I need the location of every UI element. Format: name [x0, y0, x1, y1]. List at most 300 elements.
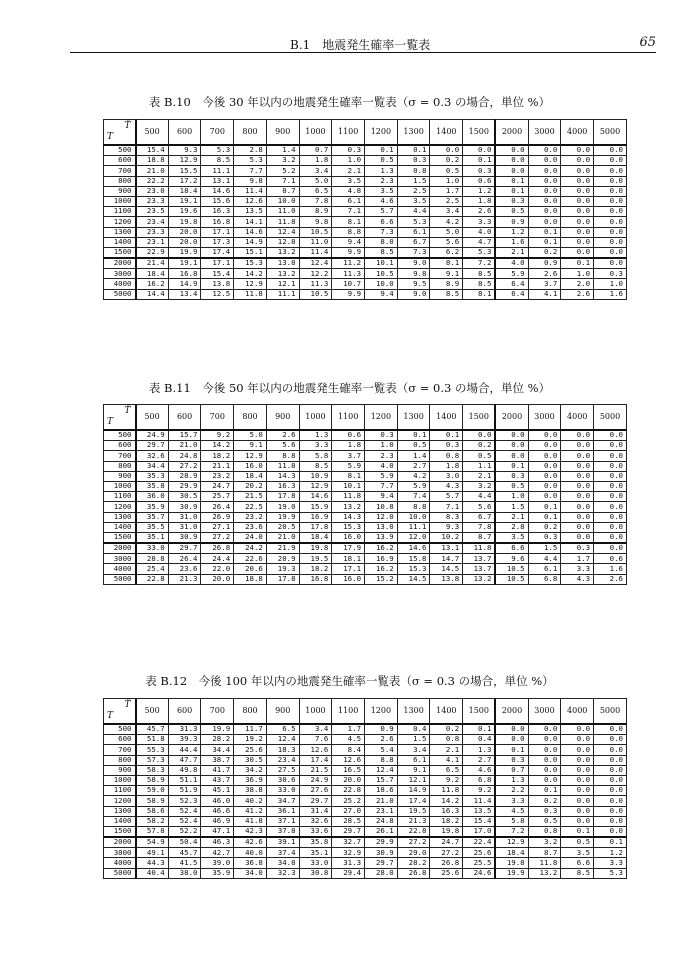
table-cell: 0.0 — [561, 735, 594, 745]
table-cell: 27.5 — [266, 765, 299, 775]
table-cell: 6.7 — [463, 512, 496, 522]
table-cell: 0.0 — [594, 786, 627, 796]
table-cell: 0.0 — [594, 806, 627, 816]
column-header: 1000 — [299, 699, 332, 725]
row-header: 1400 — [104, 237, 136, 247]
table-cell: 0.0 — [594, 735, 627, 745]
row-header: 3000 — [104, 848, 136, 858]
table-cell: 44.3 — [136, 858, 169, 868]
table-cell: 29.9 — [365, 837, 398, 848]
table-cell: 9.5 — [397, 279, 430, 289]
table-cell: 6.7 — [397, 237, 430, 247]
table-cell: 12.4 — [266, 735, 299, 745]
table-cell: 26.1 — [365, 826, 398, 837]
row-header: 600 — [104, 156, 136, 166]
table-cell: 5.4 — [365, 745, 398, 755]
table-cell: 20.6 — [234, 564, 267, 574]
row-header: 1300 — [104, 806, 136, 816]
table-cell: 1.8 — [463, 196, 496, 206]
table-cell: 16.8 — [168, 269, 201, 279]
table-cell: 0.0 — [528, 176, 561, 186]
table-cell: 27.2 — [201, 532, 234, 543]
table-cell: 15.6 — [201, 196, 234, 206]
table-cell: 34.8 — [266, 858, 299, 868]
column-header: 900 — [266, 699, 299, 725]
table-cell: 12.1 — [266, 279, 299, 289]
table-cell: 52.3 — [168, 796, 201, 806]
column-header: 1300 — [397, 120, 430, 146]
table-cell: 0.0 — [594, 796, 627, 806]
table-cell: 19.9 — [266, 512, 299, 522]
row-header: 1300 — [104, 512, 136, 522]
table-cell: 2.5 — [430, 196, 463, 206]
header-row — [104, 120, 627, 146]
table-cell: 5.3 — [234, 156, 267, 166]
table-cell: 8.5 — [365, 247, 398, 258]
table-cell: 0.4 — [463, 735, 496, 745]
column-header: 4000 — [561, 120, 594, 146]
table-cell: 4.1 — [528, 289, 561, 299]
table-cell: 5.3 — [201, 145, 234, 156]
table-cell: 14.2 — [201, 441, 234, 451]
table-cell: 11.8 — [266, 461, 299, 471]
table-row — [104, 826, 627, 837]
table-cell: 0.0 — [495, 430, 528, 441]
table-cell: 26.9 — [201, 512, 234, 522]
table-cell: 15.4 — [136, 145, 169, 156]
column-header: 1000 — [299, 405, 332, 431]
column-header: 1300 — [397, 699, 430, 725]
table-row — [104, 441, 627, 451]
table-cell: 9.4 — [365, 492, 398, 502]
table-cell: 11.0 — [299, 237, 332, 247]
table-caption: 表 B.12 今後 100 年以内の地震発生確率一覧表（σ = 0.3 の場合，単位 %） — [145, 674, 554, 688]
table-cell: 13.7 — [463, 564, 496, 574]
table-cell: 0.0 — [528, 755, 561, 765]
table-cell: 25.5 — [463, 858, 496, 868]
table-cell: 0.0 — [528, 186, 561, 196]
table-cell: 18.4 — [299, 532, 332, 543]
table-cell: 18.3 — [266, 745, 299, 755]
table-cell: 8.1 — [332, 217, 365, 227]
table-cell: 52.4 — [168, 816, 201, 826]
table-cell: 3.4 — [299, 166, 332, 176]
table-cell: 6.2 — [430, 247, 463, 258]
table-cell: 29.7 — [299, 796, 332, 806]
table-cell: 5.9 — [365, 471, 398, 481]
table-row — [104, 837, 627, 848]
table-cell: 0.3 — [495, 196, 528, 206]
table-cell: 35.1 — [136, 532, 169, 543]
table-cell: 38.7 — [201, 755, 234, 765]
table-cell: 14.6 — [201, 186, 234, 196]
table-cell: 6.6 — [365, 217, 398, 227]
row-header: 1500 — [104, 826, 136, 837]
table-cell: 0.3 — [495, 755, 528, 765]
table-cell: 1.2 — [463, 186, 496, 196]
table-cell: 34.2 — [234, 765, 267, 775]
table-cell: 0.0 — [561, 745, 594, 755]
table-cell: 6.8 — [463, 775, 496, 785]
table-cell: 15.2 — [365, 574, 398, 584]
table-cell: 8.1 — [430, 258, 463, 269]
table-cell: 0.0 — [561, 724, 594, 735]
table-cell: 18.8 — [136, 156, 169, 166]
table-cell: 0.0 — [561, 532, 594, 543]
table-cell: 0.0 — [528, 745, 561, 755]
table-row — [104, 745, 627, 755]
column-header: 1200 — [365, 699, 398, 725]
table-cell: 0.0 — [528, 217, 561, 227]
table-cell: 32.9 — [332, 848, 365, 858]
table-cell: 0.0 — [528, 166, 561, 176]
table-cell: 8.5 — [463, 279, 496, 289]
table-cell: 0.0 — [430, 145, 463, 156]
table-cell: 9.1 — [234, 441, 267, 451]
table-cell: 0.0 — [561, 430, 594, 441]
table-row — [104, 574, 627, 584]
table-cell: 17.3 — [201, 237, 234, 247]
table-cell: 19.3 — [266, 564, 299, 574]
row-header: 900 — [104, 471, 136, 481]
table-cell: 0.0 — [594, 512, 627, 522]
table-cell: 0.0 — [495, 166, 528, 176]
table-cell: 35.8 — [136, 481, 169, 491]
table-cell: 24.6 — [463, 868, 496, 878]
table-cell: 34.4 — [201, 745, 234, 755]
table-cell: 17.1 — [201, 227, 234, 237]
table-cell: 13.2 — [266, 269, 299, 279]
table-cell: 0.3 — [528, 806, 561, 816]
table-cell: 12.0 — [365, 512, 398, 522]
table-cell: 28.5 — [332, 816, 365, 826]
table-row — [104, 512, 627, 522]
table-cell: 18.4 — [495, 848, 528, 858]
table-cell: 14.9 — [168, 279, 201, 289]
table-cell: 0.0 — [561, 492, 594, 502]
table-cell: 19.9 — [495, 868, 528, 878]
table-cell: 8.5 — [201, 156, 234, 166]
table-cell: 1.1 — [463, 461, 496, 471]
table-cell: 8.3 — [430, 512, 463, 522]
table-cell: 54.9 — [136, 837, 169, 848]
table-cell: 0.0 — [561, 816, 594, 826]
table-cell: 1.6 — [495, 237, 528, 247]
table-cell: 3.4 — [397, 745, 430, 755]
table-cell: 0.0 — [561, 765, 594, 775]
table-cell: 29.7 — [365, 858, 398, 868]
table-cell: 6.6 — [561, 858, 594, 868]
table-cell: 9.8 — [299, 217, 332, 227]
table-cell: 11.0 — [266, 207, 299, 217]
table-row — [104, 207, 627, 217]
table-cell: 41.2 — [234, 806, 267, 816]
column-header: 600 — [168, 405, 201, 431]
table-cell: 39.1 — [266, 837, 299, 848]
table-cell: 0.0 — [528, 430, 561, 441]
table-cell: 0.5 — [495, 481, 528, 491]
table-cell: 17.1 — [332, 564, 365, 574]
table-cell: 5.2 — [266, 166, 299, 176]
table-cell: 0.0 — [594, 471, 627, 481]
column-header: 800 — [234, 699, 267, 725]
table-row — [104, 522, 627, 532]
table-cell: 35.3 — [136, 471, 169, 481]
row-header: 4000 — [104, 858, 136, 868]
table-cell: 0.0 — [561, 796, 594, 806]
column-header: 700 — [201, 405, 234, 431]
table-cell: 19.5 — [397, 806, 430, 816]
table-cell: 22.4 — [463, 837, 496, 848]
table-cell: 6.1 — [528, 564, 561, 574]
table-cell: 0.0 — [528, 461, 561, 471]
column-header: 1500 — [463, 405, 496, 431]
table-row — [104, 145, 627, 156]
table-cell: 15.3 — [397, 564, 430, 574]
table-cell: 43.7 — [201, 775, 234, 785]
table-cell: 9.0 — [397, 289, 430, 299]
table-cell: 23.2 — [201, 471, 234, 481]
table-cell: 3.7 — [332, 451, 365, 461]
table-cell: 1.5 — [397, 176, 430, 186]
row-header: 5000 — [104, 574, 136, 584]
table-cell: 17.4 — [201, 247, 234, 258]
table-row — [104, 806, 627, 816]
table-cell: 0.0 — [594, 247, 627, 258]
table-cell: 14.2 — [234, 269, 267, 279]
table-cell: 4.8 — [332, 186, 365, 196]
table-cell: 0.8 — [397, 166, 430, 176]
table-cell: 20.0 — [168, 227, 201, 237]
table-cell: 22.9 — [136, 247, 169, 258]
table-cell: 3.3 — [463, 217, 496, 227]
table-cell: 0.0 — [561, 156, 594, 166]
table-cell: 4.3 — [430, 481, 463, 491]
table-cell: 5.9 — [397, 481, 430, 491]
table-cell: 17.1 — [201, 258, 234, 269]
column-header: 1400 — [430, 405, 463, 431]
table-cell: 3.3 — [495, 796, 528, 806]
table-cell: 19.2 — [234, 735, 267, 745]
column-header: 1100 — [332, 699, 365, 725]
table-cell: 11.1 — [266, 289, 299, 299]
table-cell: 5.9 — [332, 461, 365, 471]
table-cell: 5.9 — [495, 269, 528, 279]
table-cell: 33.0 — [299, 858, 332, 868]
table-cell: 19.8 — [168, 217, 201, 227]
table-cell: 20.9 — [266, 554, 299, 564]
table-cell: 12.9 — [234, 451, 267, 461]
table-cell: 42.7 — [201, 848, 234, 858]
table-cell: 14.2 — [430, 796, 463, 806]
table-cell: 0.0 — [561, 207, 594, 217]
table-cell: 6.5 — [299, 186, 332, 196]
table-row — [104, 461, 627, 471]
table-cell: 2.1 — [495, 512, 528, 522]
table-cell: 0.0 — [594, 765, 627, 775]
table-cell: 5.6 — [463, 502, 496, 512]
table-row — [104, 765, 627, 775]
table-cell: 21.3 — [397, 816, 430, 826]
table-cell: 0.3 — [463, 166, 496, 176]
table-cell: 12.6 — [299, 745, 332, 755]
table-cell: 3.5 — [397, 196, 430, 206]
row-header: 700 — [104, 451, 136, 461]
table-cell: 17.8 — [299, 522, 332, 532]
table-cell: 15.5 — [168, 166, 201, 176]
table-cell: 0.1 — [463, 156, 496, 166]
table-row — [104, 451, 627, 461]
row-header: 700 — [104, 166, 136, 176]
table-cell: 9.0 — [397, 258, 430, 269]
table-cell: 4.2 — [397, 471, 430, 481]
table-cell: 0.5 — [561, 837, 594, 848]
column-header: 5000 — [594, 699, 627, 725]
column-header: 1200 — [365, 120, 398, 146]
table-cell: 11.8 — [234, 289, 267, 299]
table-cell: 0.0 — [594, 156, 627, 166]
table-cell: 34.7 — [266, 796, 299, 806]
table-cell: 0.0 — [463, 430, 496, 441]
column-header: 500 — [136, 699, 169, 725]
table-cell: 16.0 — [332, 574, 365, 584]
table-cell: 9.6 — [495, 554, 528, 564]
table-cell: 0.0 — [594, 258, 627, 269]
table-cell: 3.3 — [299, 441, 332, 451]
table-row — [104, 848, 627, 858]
column-header: 700 — [201, 120, 234, 146]
table-cell: 46.6 — [201, 806, 234, 816]
table-cell: 18.2 — [201, 451, 234, 461]
column-header: 1500 — [463, 120, 496, 146]
table-cell: 44.4 — [168, 745, 201, 755]
table-cell: 16.0 — [332, 532, 365, 543]
table-cell: 20.0 — [168, 237, 201, 247]
table-cell: 0.0 — [561, 237, 594, 247]
header-row — [104, 405, 627, 431]
table-row — [104, 166, 627, 176]
table-cell: 4.3 — [561, 574, 594, 584]
table-cell: 16.3 — [201, 207, 234, 217]
row-header: 900 — [104, 186, 136, 196]
table-cell: 1.7 — [430, 186, 463, 196]
table-cell: 28.8 — [136, 554, 169, 564]
table-cell: 19.5 — [299, 554, 332, 564]
table-cell: 26.8 — [430, 858, 463, 868]
table-cell: 21.5 — [234, 492, 267, 502]
table-cell: 6.1 — [397, 755, 430, 765]
table-cell: 21.0 — [365, 796, 398, 806]
table-cell: 5.0 — [234, 430, 267, 441]
table-cell: 26.8 — [201, 543, 234, 554]
table-cell: 20.5 — [266, 522, 299, 532]
table-cell: 0.1 — [430, 430, 463, 441]
table-cell: 18.4 — [234, 471, 267, 481]
table-cell: 50.4 — [168, 837, 201, 848]
table-cell: 2.3 — [365, 176, 398, 186]
table-cell: 0.0 — [561, 461, 594, 471]
table-cell: 1.4 — [397, 451, 430, 461]
table-cell: 29.0 — [397, 848, 430, 858]
table-cell: 0.0 — [594, 441, 627, 451]
table-cell: 0.1 — [528, 502, 561, 512]
table-cell: 46.0 — [201, 796, 234, 806]
table-cell: 0.0 — [561, 441, 594, 451]
table-cell: 20.2 — [234, 481, 267, 491]
table-cell: 47.7 — [168, 755, 201, 765]
table-cell: 1.6 — [594, 289, 627, 299]
table-cell: 19.6 — [168, 207, 201, 217]
table-cell: 13.4 — [168, 289, 201, 299]
table-cell: 0.0 — [561, 145, 594, 156]
table-cell: 23.4 — [136, 217, 169, 227]
table-cell: 1.3 — [495, 775, 528, 785]
table-cell: 21.9 — [266, 543, 299, 554]
table-cell: 0.0 — [561, 806, 594, 816]
table-cell: 0.1 — [594, 837, 627, 848]
table-cell: 9.4 — [332, 237, 365, 247]
table-cell: 7.2 — [495, 826, 528, 837]
table-cell: 30.9 — [168, 502, 201, 512]
table-cell: 23.6 — [234, 522, 267, 532]
table-cell: 1.2 — [594, 848, 627, 858]
table-cell: 10.5 — [299, 227, 332, 237]
table-cell: 12.6 — [234, 196, 267, 206]
table-cell: 35.1 — [299, 848, 332, 858]
table-cell: 0.0 — [561, 196, 594, 206]
table-cell: 33.0 — [136, 543, 169, 554]
table-cell: 3.7 — [528, 279, 561, 289]
table-cell: 28.2 — [397, 858, 430, 868]
table-cell: 0.0 — [561, 176, 594, 186]
table-cell: 15.3 — [234, 258, 267, 269]
table-cell: 0.0 — [561, 512, 594, 522]
table-cell: 11.4 — [463, 796, 496, 806]
table-cell: 29.4 — [332, 868, 365, 878]
table-cell: 8.8 — [332, 227, 365, 237]
table-cell: 57.3 — [136, 755, 169, 765]
table-cell: 7.1 — [332, 207, 365, 217]
table-cell: 0.3 — [528, 532, 561, 543]
table-cell: 5.7 — [430, 492, 463, 502]
table-cell: 42.3 — [234, 826, 267, 837]
row-header: 500 — [104, 724, 136, 735]
table-row — [104, 227, 627, 237]
table-cell: 0.3 — [430, 441, 463, 451]
table-cell: 24.7 — [430, 837, 463, 848]
row-header: 600 — [104, 735, 136, 745]
table-cell: 38.0 — [168, 868, 201, 878]
table-cell: 15.7 — [365, 775, 398, 785]
table-cell: 1.0 — [430, 176, 463, 186]
table-cell: 41.5 — [168, 858, 201, 868]
table-cell: 8.5 — [561, 868, 594, 878]
table-cell: 0.9 — [365, 724, 398, 735]
table-cell: 13.1 — [430, 543, 463, 554]
table-cell: 0.0 — [561, 166, 594, 176]
table-cell: 15.4 — [201, 269, 234, 279]
table-cell: 10.0 — [397, 512, 430, 522]
table-cell: 14.3 — [332, 512, 365, 522]
row-header: 1000 — [104, 481, 136, 491]
table-cell: 9.2 — [430, 775, 463, 785]
table-cell: 0.1 — [561, 826, 594, 837]
table-cell: 0.0 — [561, 786, 594, 796]
table-cell: 12.2 — [299, 269, 332, 279]
table-cell: 16.9 — [365, 554, 398, 564]
corner-cell — [104, 699, 136, 725]
table-cell: 2.6 — [594, 574, 627, 584]
